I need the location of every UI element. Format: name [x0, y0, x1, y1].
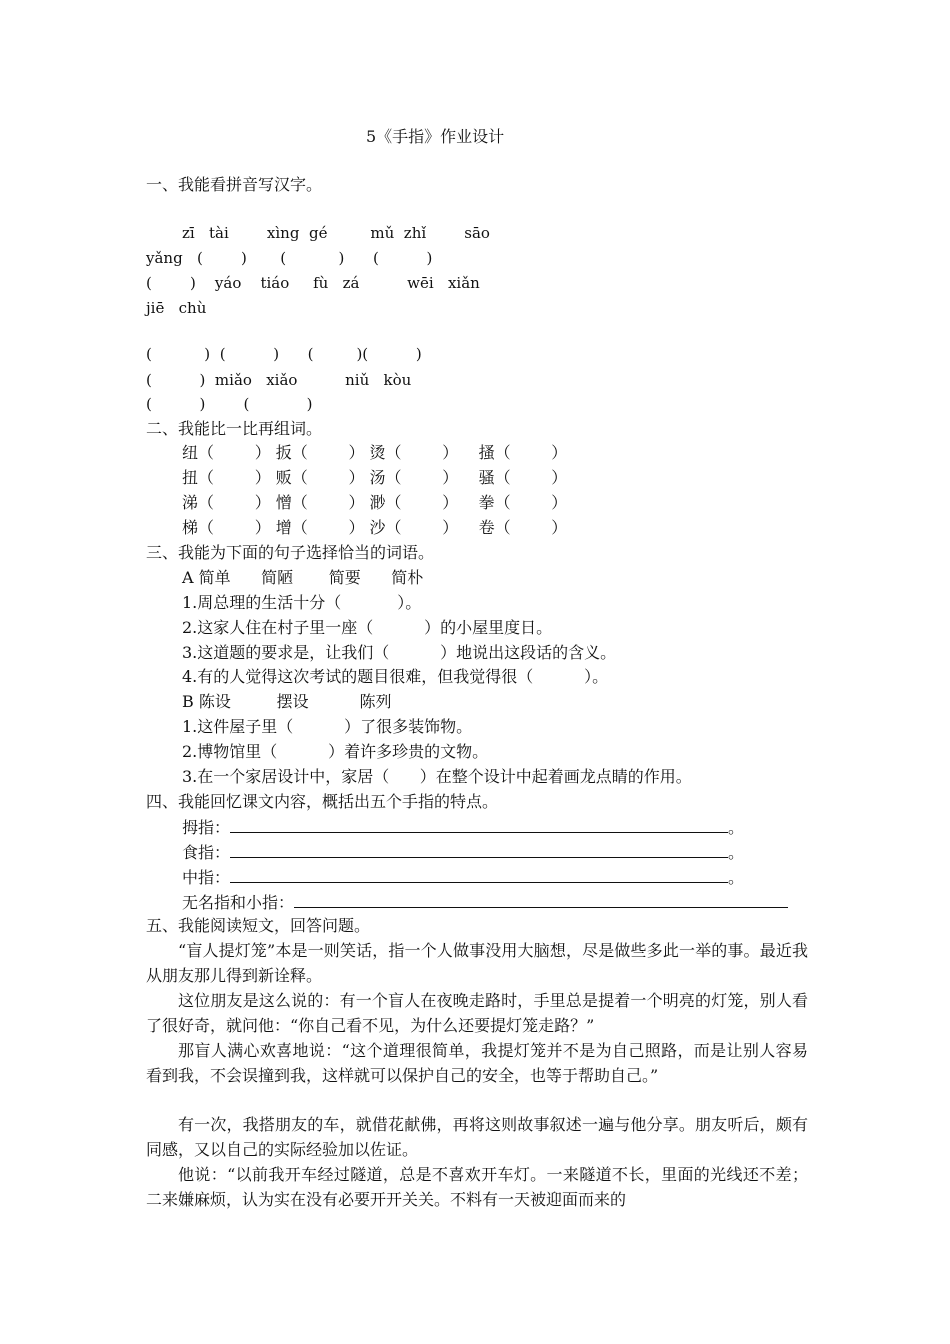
compare-row: 纽（ ） 扳（ ） 烫（ ） 搔（ ）	[182, 443, 568, 462]
pinyin-line-2: yǎng ( ) ( ) ( )	[146, 249, 433, 267]
ring-little-label: 无名指和小指：	[182, 893, 295, 912]
page-title: 5《手指》作业设计	[366, 127, 505, 146]
period: 。	[728, 818, 745, 837]
question-b1: 1.这件屋子里（ ）了很多装饰物。	[182, 717, 473, 736]
question-b3: 3.在一个家居设计中，家居（ ）在整个设计中起着画龙点睛的作用。	[182, 767, 692, 786]
period: 。	[728, 843, 745, 862]
section3-heading: 三、我能为下面的句子选择恰当的词语。	[146, 543, 435, 562]
answer-blank[interactable]	[230, 866, 728, 883]
word-group-a: A 简单 简陋 简要 简朴	[182, 568, 424, 587]
passage-paragraph-1: “盲人提灯笼”本是一则笑话，指一个人做事没用大脑想，尽是做些多此一举的事。最近我从朋友那儿得到新诠释。	[146, 941, 808, 985]
question-a2: 2.这家人住在村子里一座（ ）的小屋里度日。	[182, 618, 553, 637]
compare-row: 梯（ ） 增（ ） 沙（ ） 卷（ ）	[182, 518, 568, 537]
middle-line	[182, 866, 744, 889]
question-a1: 1.周总理的生活十分（ ）。	[182, 593, 422, 612]
section4-heading: 四、我能回忆课文内容，概括出五个手指的特点。	[146, 792, 499, 811]
thumb-label: 拇指：	[182, 818, 231, 837]
passage-paragraph-2: 这位朋友是这么说的：有一个盲人在夜晚走路时，手里总是提着一个明亮的灯笼，别人看了很好奇，就问他：“你自己看不见，为什么还要提灯笼走路？”	[146, 991, 808, 1035]
question-a4: 4.有的人觉得这次考试的题目很难，但我觉得很（ ）。	[182, 667, 609, 686]
index-label: 食指：	[182, 843, 231, 862]
section2-heading: 二、我能比一比再组词。	[146, 419, 323, 438]
section1-heading: 一、我能看拼音写汉字。	[146, 175, 323, 194]
middle-label: 中指：	[182, 868, 231, 887]
section5-heading: 五、我能阅读短文，回答问题。	[146, 916, 371, 935]
period: 。	[728, 868, 745, 887]
word-group-b: B 陈设 摆设 陈列	[182, 692, 392, 711]
compare-row: 扭（ ） 贩（ ） 汤（ ） 骚（ ）	[182, 468, 568, 487]
question-b2: 2.博物馆里（ ）着许多珍贵的文物。	[182, 742, 489, 761]
pinyin-line-1: zī tài xìng gé mǔ zhǐ sāo	[182, 224, 490, 242]
ring-little-line	[182, 891, 788, 914]
passage-paragraph-5: 他说：“以前我开车经过隧道，总是不喜欢开车灯。一来隧道不长，里面的光线还不差；二来嫌麻烦，认为实在没有必要开开关关。不料有一天被迎面而来的	[146, 1165, 808, 1209]
pinyin-line-6: ( ) miǎo xiǎo niǔ kòu	[146, 371, 412, 389]
pinyin-line-7: ( ) ( )	[146, 395, 313, 413]
pinyin-line-4: jiē chù	[146, 299, 207, 317]
answer-blank[interactable]	[230, 841, 728, 858]
compare-row: 涕（ ） 憎（ ） 渺（ ） 拳（ ）	[182, 493, 568, 512]
answer-blank[interactable]	[230, 816, 728, 833]
passage-paragraph-4: 有一次，我搭朋友的车，就借花献佛，再将这则故事叙述一遍与他分享。朋友听后，颇有同感，又以自己的实际经验加以佐证。	[146, 1115, 808, 1159]
pinyin-line-3: ( ) yáo tiáo fù zá wēi xiǎn	[146, 274, 480, 292]
question-a3: 3.这道题的要求是，让我们（ ）地说出这段话的含义。	[182, 643, 617, 662]
pinyin-line-5: ( ) ( ) ( )( )	[146, 345, 422, 363]
answer-blank[interactable]	[294, 891, 788, 908]
thumb-line	[182, 816, 744, 839]
index-line	[182, 841, 744, 864]
passage-paragraph-3: 那盲人满心欢喜地说：“这个道理很简单，我提灯笼并不是为自己照路，而是让别人容易看到我，不会误撞到我，这样就可以保护自己的安全，也等于帮助自己。”	[146, 1041, 808, 1085]
